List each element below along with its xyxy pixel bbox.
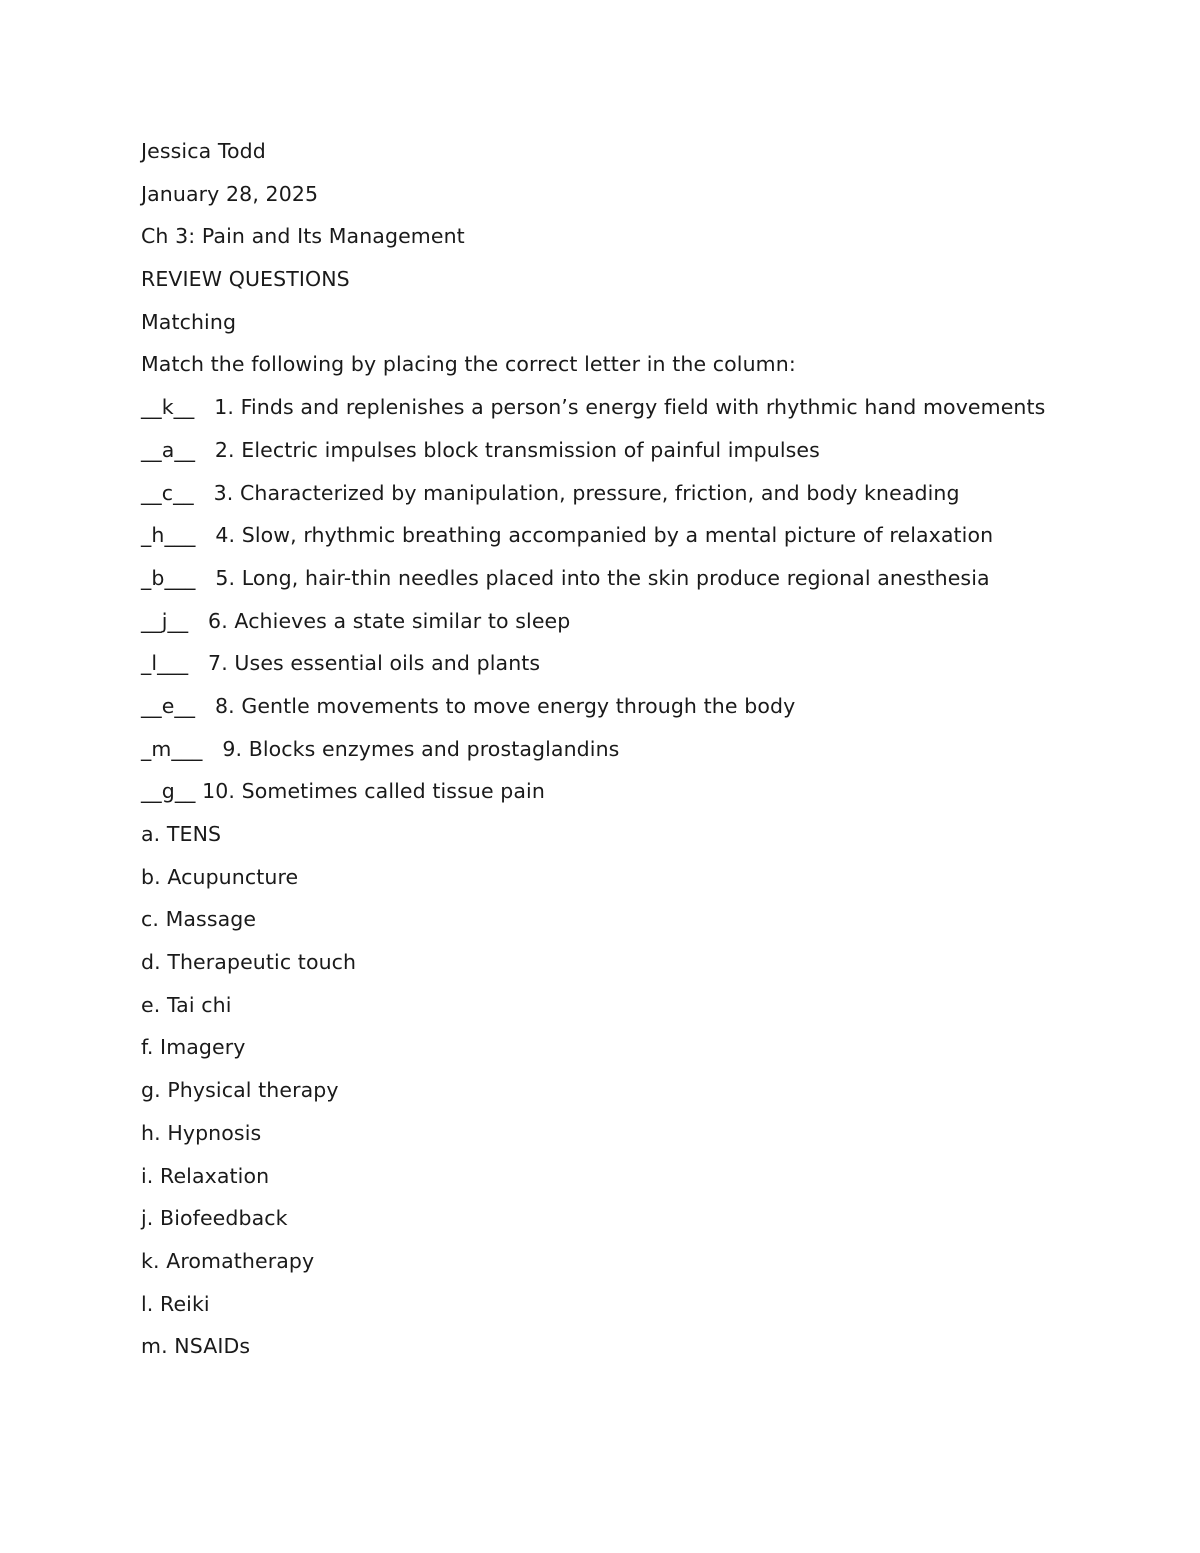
option-l: l. Reiki (141, 1291, 210, 1316)
option-i: i. Relaxation (141, 1163, 270, 1188)
option-c: c. Massage (141, 907, 257, 932)
option-j: j. Biofeedback (141, 1206, 288, 1231)
answer-blank: _b___ (141, 565, 196, 590)
question-item-1 (141, 394, 1051, 421)
option-g: g. Physical therapy (141, 1078, 339, 1103)
answer-blank: _h___ (141, 523, 196, 548)
section-heading: REVIEW QUESTIONS (141, 267, 350, 292)
question-item-7 (141, 650, 1051, 677)
answer-blank: __g__ (141, 779, 196, 804)
question-item-9 (141, 736, 1051, 763)
document-date: January 28, 2025 (141, 181, 319, 206)
chapter-title: Ch 3: Pain and Its Management (141, 224, 465, 249)
subsection-heading: Matching (141, 309, 237, 334)
answer-blank: _m___ (141, 736, 203, 761)
question-text: 3. Characterized by manipulation, pressure, friction, and body kneading (193, 480, 960, 505)
document-page (141, 138, 1051, 1376)
option-b: b. Acupuncture (141, 864, 299, 889)
question-text: 5. Long, hair-thin needles placed into the skin produce regional anesthesia (195, 565, 990, 590)
question-item-3 (141, 480, 1051, 507)
question-item-8 (141, 693, 1051, 720)
option-h: h. Hypnosis (141, 1120, 262, 1145)
option-f: f. Imagery (141, 1035, 246, 1060)
question-text: 8. Gentle movements to move energy through the body (195, 693, 796, 718)
question-item-5 (141, 565, 1051, 592)
answer-blank: __c__ (141, 480, 194, 505)
option-a: a. TENS (141, 822, 222, 846)
answer-blank: __j__ (141, 608, 189, 633)
answer-blank: __a__ (141, 437, 196, 462)
answer-blank: _l___ (141, 651, 189, 676)
question-text: 9. Blocks enzymes and prostaglandins (202, 736, 620, 761)
question-text: 2. Electric impulses block transmission of painful impulses (195, 437, 820, 462)
question-item-10 (141, 778, 1051, 805)
option-k: k. Aromatherapy (141, 1248, 315, 1273)
answer-blank: __k__ (141, 395, 195, 420)
question-text: 10. Sometimes called tissue pain (195, 779, 545, 804)
instructions: Match the following by placing the correct letter in the column: (141, 352, 796, 377)
student-name: Jessica Todd (141, 139, 266, 163)
question-item-4 (141, 522, 1051, 549)
question-item-2 (141, 437, 1051, 464)
option-e: e. Tai chi (141, 992, 232, 1017)
answer-blank: __e__ (141, 693, 196, 718)
question-text: 6. Achieves a state similar to sleep (188, 608, 571, 633)
question-text: 4. Slow, rhythmic breathing accompanied by a mental picture of relaxation (195, 523, 994, 548)
question-text: 7. Uses essential oils and plants (188, 651, 541, 676)
option-m: m. NSAIDs (141, 1334, 251, 1359)
question-item-6 (141, 608, 1051, 635)
option-d: d. Therapeutic touch (141, 950, 357, 975)
question-text: 1. Finds and replenishes a person’s energy field with rhythmic hand movements (194, 395, 1046, 420)
